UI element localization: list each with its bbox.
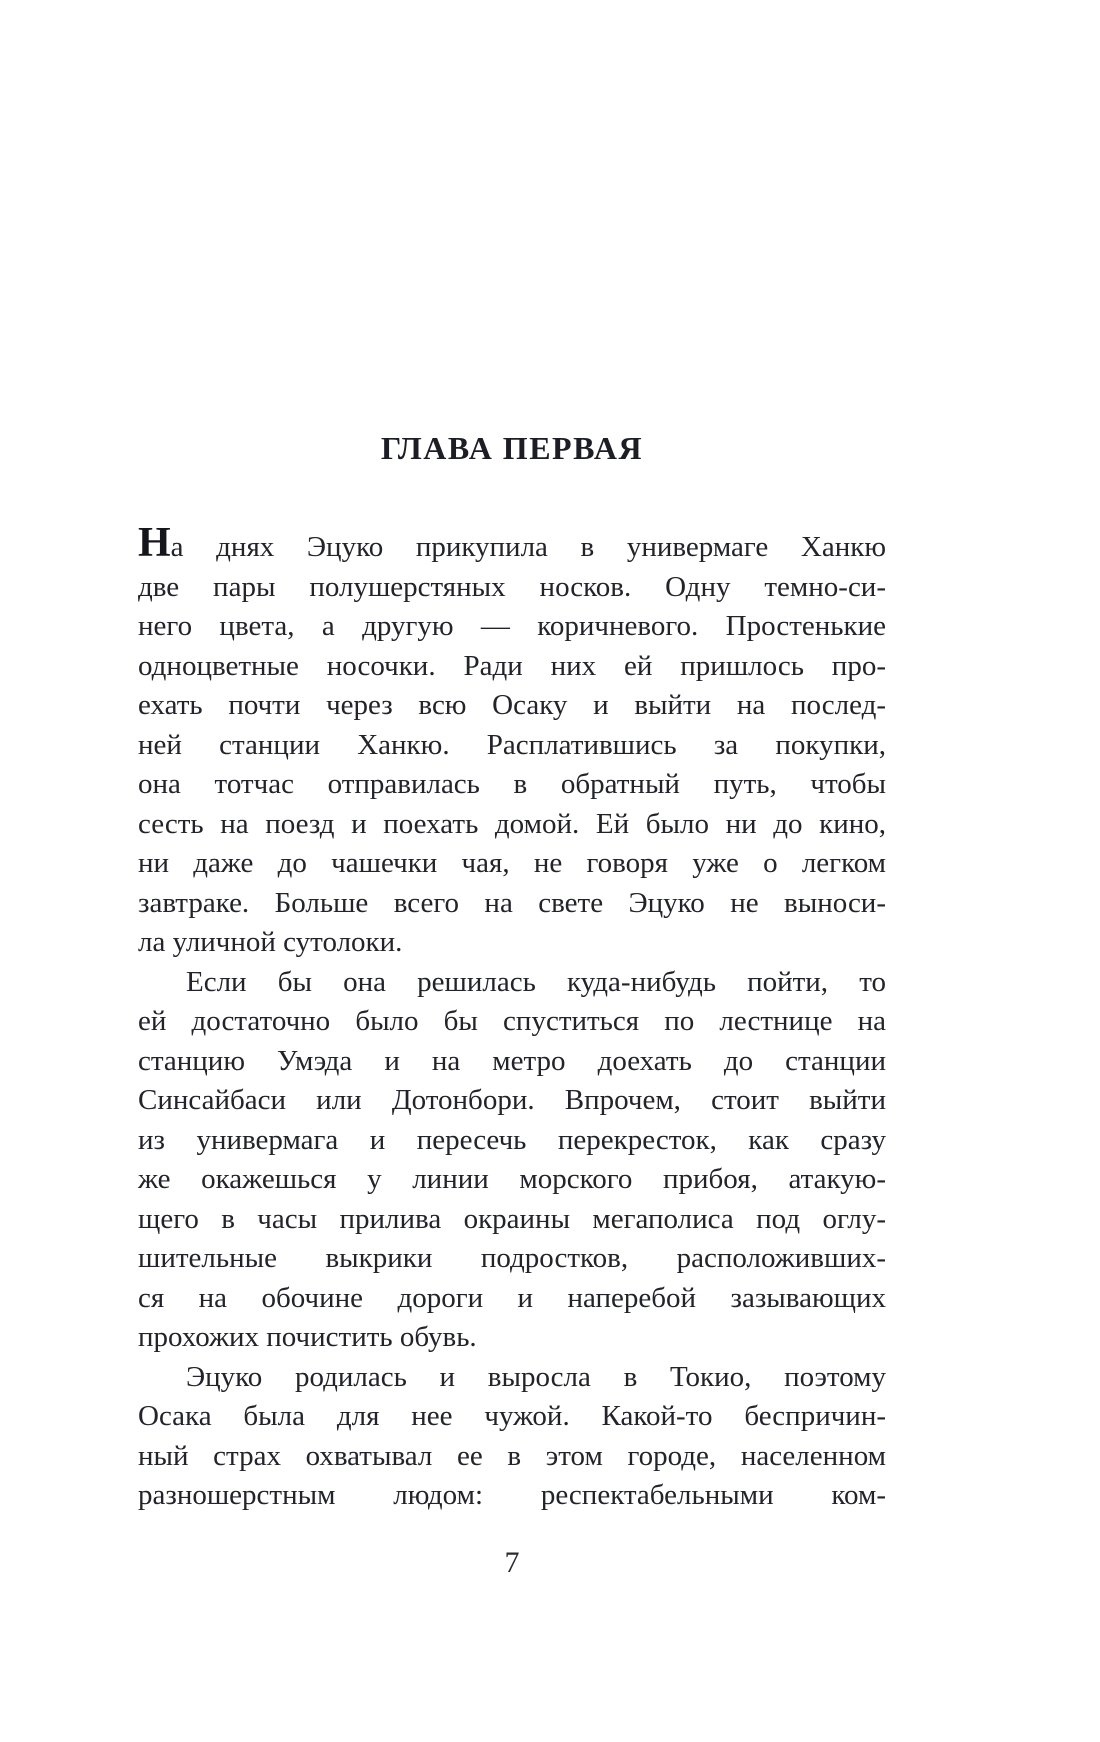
- text-line: одноцветные носочки. Ради них ей пришлось про-: [138, 649, 886, 682]
- text-line: ла уличной сутолоки.: [138, 926, 403, 958]
- text-line: щего в часы прилива окраины мегаполиса под оглу-: [138, 1202, 886, 1235]
- text-line: ей достаточно было бы спуститься по лестнице на: [138, 1005, 886, 1037]
- text-column: [138, 522, 886, 1516]
- text-line: шительные выкрики подростков, расположивших-: [138, 1242, 886, 1274]
- page-number: 7: [504, 1546, 520, 1579]
- text-line: На днях Эцуко прикупила в универмаге Ханкю: [138, 520, 886, 566]
- text-line: Если бы она решилась куда-нибудь пойти, то: [186, 965, 886, 998]
- text-line: ни даже до чашечки чая, не говоря уже о легком: [138, 847, 886, 879]
- text-line: Осака была для нее чужой. Какой-то беспричин-: [138, 1400, 886, 1432]
- text-line: сесть на поезд и поехать домой. Ей было ни до кино,: [138, 807, 886, 840]
- paragraph: [138, 1358, 886, 1516]
- text-line: Эцуко родилась и выросла в Токио, поэтому: [186, 1360, 886, 1393]
- text-line: станцию Умэда и на метро доехать до станции: [138, 1044, 886, 1077]
- text-line: же окажешься у линии морского прибоя, атакую-: [138, 1163, 886, 1195]
- text-line: прохожих почистить обувь.: [138, 1321, 477, 1353]
- paragraph-initial-letter: Н: [138, 520, 171, 566]
- text-line: из универмага и пересечь перекресток, как сразу: [138, 1123, 886, 1156]
- text-line: него цвета, а другую — коричневого. Простенькие: [138, 610, 886, 642]
- text-line: завтраке. Больше всего на свете Эцуко не выноси-: [138, 886, 886, 919]
- text-line: она тотчас отправилась в обратный путь, чтобы: [138, 768, 886, 800]
- paragraph: [138, 963, 886, 1358]
- text-line: Синсайбаси или Дотонбори. Впрочем, стоит выйти: [138, 1084, 886, 1116]
- text-line: ный страх охватывал ее в этом городе, населенном: [138, 1439, 886, 1472]
- text-line: разношерстным людом: респектабельными ком-: [138, 1479, 886, 1511]
- text-line: две пары полушерстяных носков. Одну темно-си-: [138, 570, 886, 603]
- paragraph: [138, 522, 886, 963]
- text-line: ехать почти через всю Осаку и выйти на послед-: [138, 689, 886, 721]
- text-line: ней станции Ханкю. Расплатившись за покупки,: [138, 728, 886, 761]
- chapter-heading: ГЛАВА ПЕРВАЯ: [380, 430, 644, 466]
- text-line: ся на обочине дороги и наперебой зазывающих: [138, 1281, 886, 1314]
